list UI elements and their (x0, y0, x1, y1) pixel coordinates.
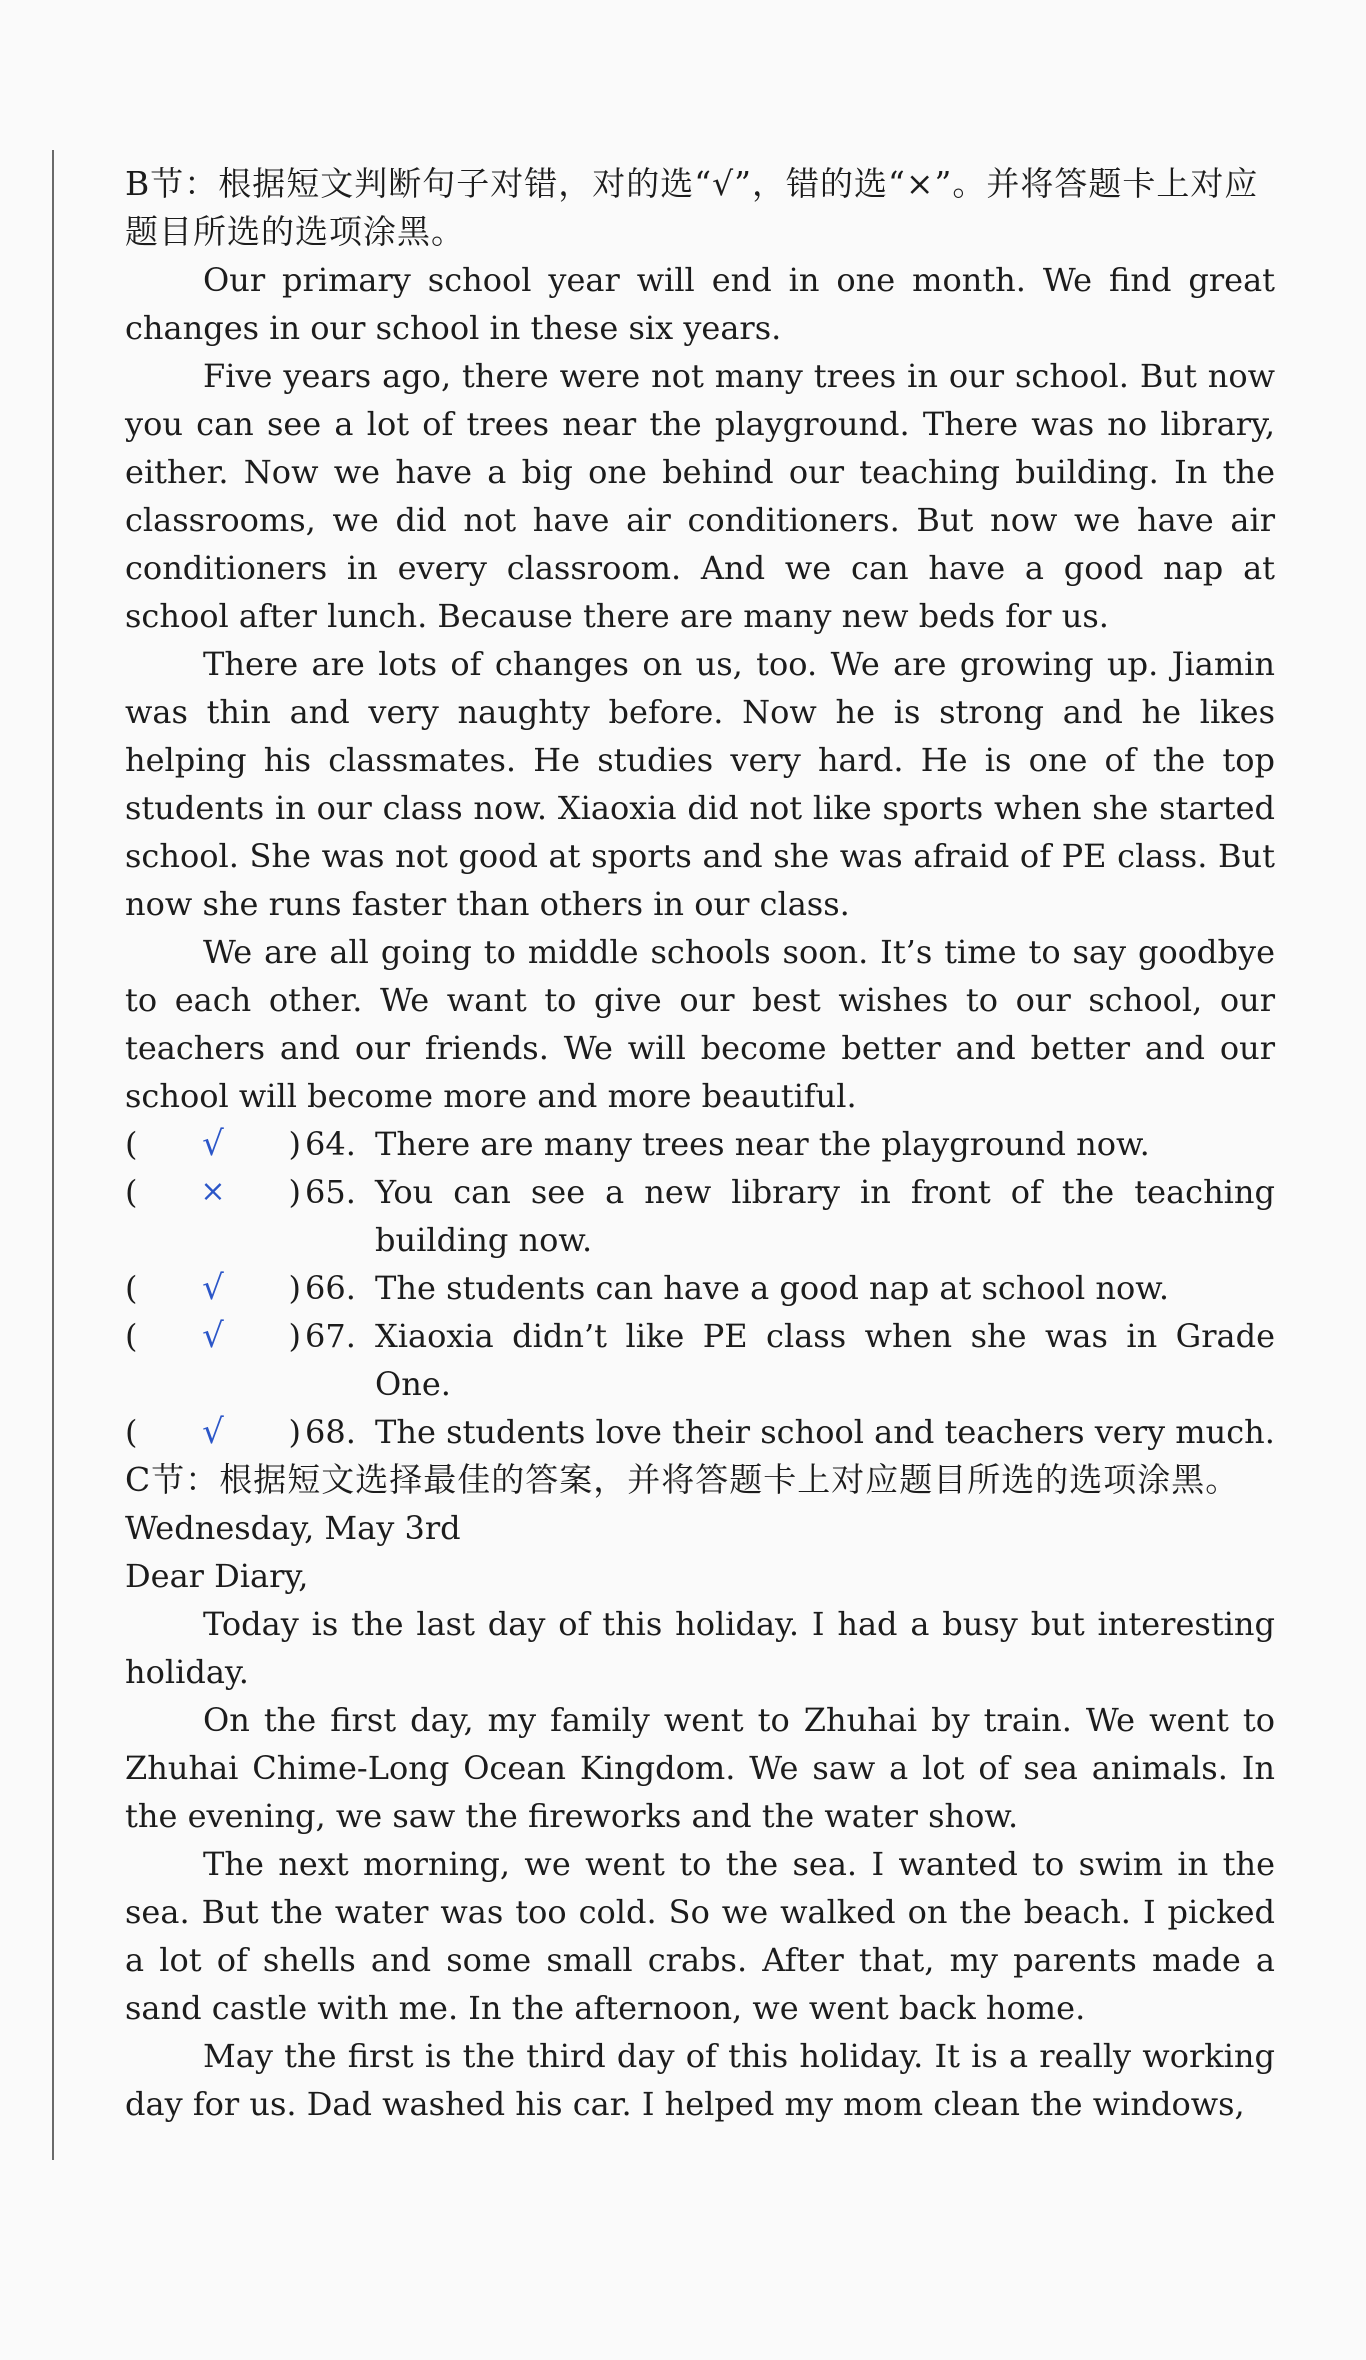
question-68 (125, 1408, 1275, 1456)
question-66 (125, 1264, 1275, 1312)
section-b-paragraph-1: Our primary school year will end in one month. We find great changes in our school in these six years. (125, 261, 1275, 347)
section-b-paragraph-4: We are all going to middle schools soon. It’s time to say goodbye to each other. We want to give our best wishes to our school, our teachers and our friends. We will become better and better and our school will become more and more beautiful. (125, 933, 1275, 1115)
answer-mark: √ (202, 1412, 224, 1452)
question-64 (125, 1120, 1275, 1168)
answer-bracket: ( √ ) (125, 1264, 305, 1312)
answer-mark: √ (202, 1268, 224, 1308)
section-c-paragraph-1: Today is the last day of this holiday. I had a busy but interesting holiday. (125, 1605, 1275, 1691)
question-number: 67. (305, 1317, 356, 1355)
margin-line (52, 150, 54, 2160)
section-b-paragraph-2: Five years ago, there were not many trees in our school. But now you can see a lot of trees near the playground. There was no library, either. Now we have a big one behind our teaching building. In the classrooms, we did not have air conditioners. But now we have air conditioners in every classroom. And we can have a good nap at school after lunch. Because there are many new beds for us. (125, 357, 1275, 635)
answer-bracket: ( √ ) (125, 1120, 305, 1168)
question-number: 64. (305, 1125, 356, 1163)
question-text: There are many trees near the playground now. (375, 1125, 1150, 1163)
section-c-paragraph-3: The next morning, we went to the sea. I wanted to swim in the sea. But the water was too cold. So we walked on the beach. I picked a lot of shells and some small crabs. After that, my parents made a sand castle with me. In the afternoon, we went back home. (125, 1845, 1275, 2027)
question-text: The students love their school and teachers very much. (375, 1413, 1275, 1451)
question-number: 68. (305, 1413, 356, 1451)
question-number: 65. (305, 1173, 356, 1211)
section-b-heading: B节：根据短文判断句子对错，对的选“√”，错的选“×”。并将答题卡上对应题目所选的选项涂黑。 (125, 164, 1259, 251)
question-number: 66. (305, 1269, 356, 1307)
document-page (125, 160, 1275, 2128)
question-67 (125, 1312, 1275, 1408)
question-text: Xiaoxia didn’t like PE class when she was in Grade One. (375, 1317, 1275, 1403)
answer-bracket: ( √ ) (125, 1312, 305, 1408)
section-c-paragraph-2: On the first day, my family went to Zhuhai by train. We went to Zhuhai Chime-Long Ocean Kingdom. We saw a lot of sea animals. In the evening, we saw the fireworks and the water show. (125, 1701, 1275, 1835)
answer-bracket: ( × ) (125, 1168, 305, 1264)
diary-greeting: Dear Diary, (125, 1557, 309, 1595)
diary-date: Wednesday, May 3rd (125, 1509, 461, 1547)
answer-mark: √ (202, 1316, 224, 1356)
section-c-heading: C节：根据短文选择最佳的答案，并将答题卡上对应题目所选的选项涂黑。 (125, 1460, 1240, 1499)
question-65 (125, 1168, 1275, 1264)
section-c-paragraph-4: May the first is the third day of this holiday. It is a really working day for us. Dad washed his car. I helped my mom clean the windows, (125, 2037, 1275, 2123)
question-text: The students can have a good nap at school now. (375, 1269, 1169, 1307)
question-text: You can see a new library in front of the teaching building now. (375, 1173, 1275, 1259)
section-b-paragraph-3: There are lots of changes on us, too. We are growing up. Jiamin was thin and very naughty before. Now he is strong and he likes helping his classmates. He studies very hard. He is one of the top students in our class now. Xiaoxia did not like sports when she started school. She was not good at sports and she was afraid of PE class. But now she runs faster than others in our class. (125, 645, 1275, 923)
answer-mark: × (200, 1174, 226, 1209)
answer-bracket: ( √ ) (125, 1408, 305, 1456)
answer-mark: √ (202, 1124, 224, 1164)
